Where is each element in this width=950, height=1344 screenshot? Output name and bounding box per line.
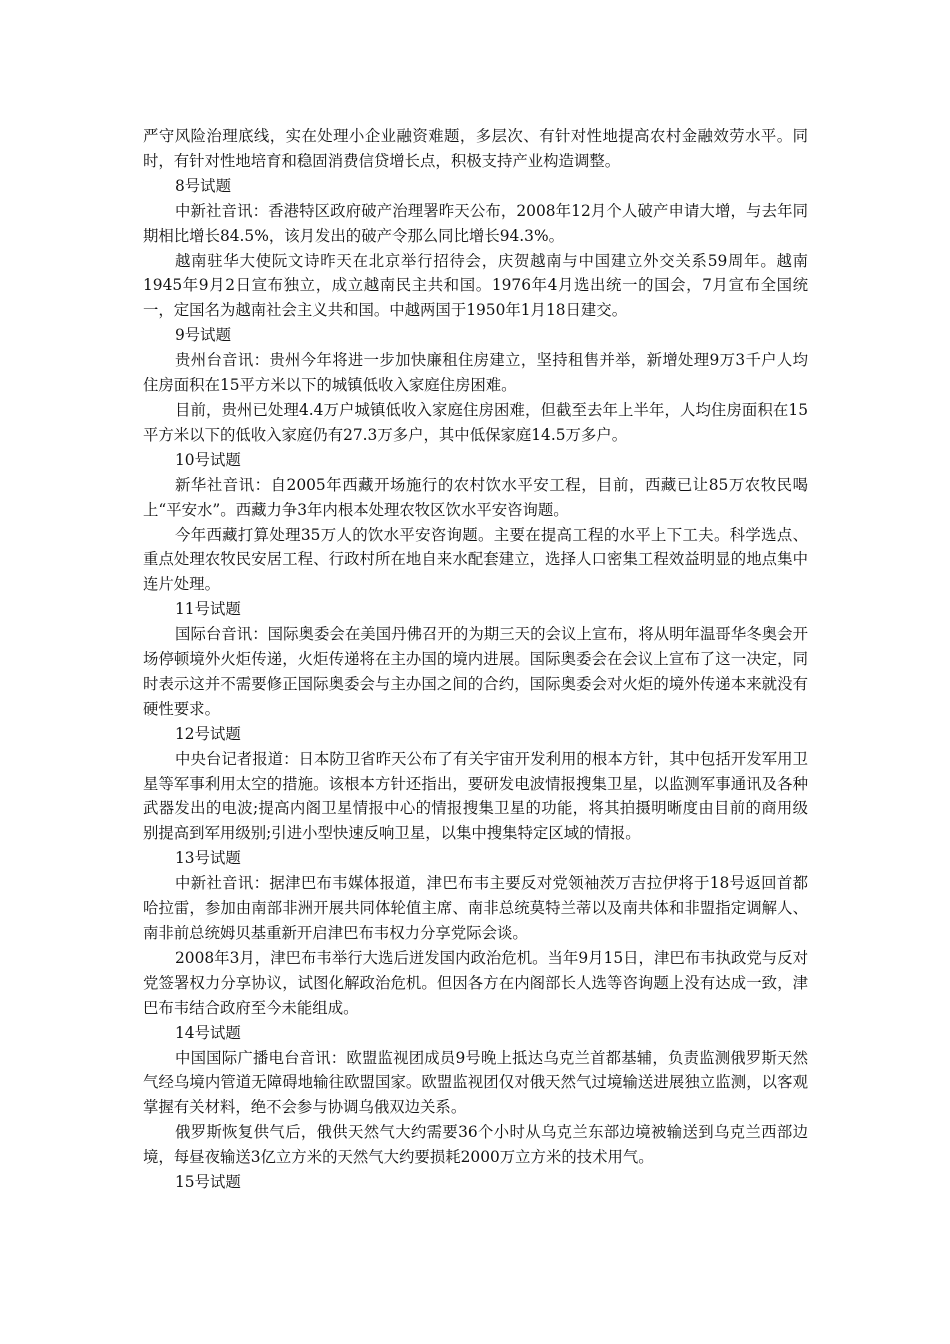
paragraph: 新华社音讯：自2005年西藏开场施行的农村饮水平安工程，目前，西藏已让85万农牧民喝上“平安水”。西藏力争3年内根本处理农牧区饮水平安咨询题。	[143, 475, 808, 519]
paragraph: 越南驻华大使阮文诗昨天在北京举行招待会，庆贺越南与中国建立外交关系59周年。越南1945年9月2日宣布独立，成立越南民主共和国。1976年4月选出统一的国会，7月宣布全国统一，定国名为越南社会主义共和国。中越两国于1950年1月18日建交。	[143, 251, 808, 320]
section-heading-12: 12号试题	[175, 724, 241, 743]
paragraph: 俄罗斯恢复供气后，俄供天然气大约需要36个小时从乌克兰东部边境被输送到乌克兰西部边境，每昼夜输送3亿立方米的天然气大约要损耗2000万立方米的技术用气。	[143, 1123, 808, 1167]
paragraph: 今年西藏打算处理35万人的饮水平安咨询题。主要在提高工程的水平上下工夫。科学选点、重点处理农牧民安居工程、行政村所在地自来水配套建立，选择人口密集工程效益明显的地点集中连片处理。	[143, 525, 808, 594]
section-heading-11: 11号试题	[175, 600, 241, 619]
paragraph: 中新社音讯：香港特区政府破产治理署昨天公布，2008年12月个人破产申请大增，与去年同期相比增长84.5%，该月发出的破产令那么同比增长94.3%。	[143, 201, 808, 245]
paragraph-continued: 严守风险治理底线，实在处理小企业融资难题，多层次、有针对性地提高农村金融效劳水平。同时，有针对性地培育和稳固消费信贷增长点，积极支持产业构造调整。	[143, 127, 808, 170]
section-heading-8: 8号试题	[175, 176, 231, 195]
section-heading-10: 10号试题	[175, 450, 241, 469]
section-heading-15: 15号试题	[175, 1173, 241, 1192]
paragraph: 贵州台音讯：贵州今年将进一步加快廉租住房建立，坚持租售并举，新增处理9万3千户人均住房面积在15平方米以下的城镇低收入家庭住房困难。	[143, 351, 808, 395]
paragraph: 中新社音讯：据津巴布韦媒体报道，津巴布韦主要反对党领袖茨万吉拉伊将于18号返回首都哈拉雷，参加由南部非洲开展共同体轮值主席、南非总统莫特兰蒂以及南共体和非盟指定调解人、南非前总统姆贝基重新开启津巴布韦权力分享党际会谈。	[143, 874, 808, 942]
section-heading-9: 9号试题	[175, 326, 231, 345]
paragraph: 中国国际广播电台音讯：欧盟监视团成员9号晚上抵达乌克兰首都基辅，负责监测俄罗斯天然气经乌境内管道无障碍地输往欧盟国家。欧盟监视团仅对俄天然气过境输送进展独立监测，以客观掌握有关材料，绝不会参与协调乌俄双边关系。	[143, 1048, 808, 1117]
paragraph: 中央台记者报道：日本防卫省昨天公布了有关宇宙开发利用的根本方针，其中包括开发军用卫星等军事利用太空的措施。该根本方针还指出，要研发电波情报搜集卫星，以监测军事通讯及各种武器发出的电波;提高内阁卫星情报中心的情报搜集卫星的功能，将其拍摄明晰度由目前的商用级别提高到军用级别;引进小型快速反响卫星，以集中搜集特定区域的情报。	[143, 749, 808, 843]
section-heading-13: 13号试题	[175, 849, 241, 868]
paragraph: 目前，贵州已处理4.4万户城镇低收入家庭住房困难，但截至去年上半年，人均住房面积在15平方米以下的低收入家庭仍有27.3万多户，其中低保家庭14.5万多户。	[143, 400, 808, 444]
document-page	[143, 124, 808, 1195]
section-heading-14: 14号试题	[175, 1023, 241, 1042]
paragraph: 国际台音讯：国际奥委会在美国丹佛召开的为期三天的会议上宣布，将从明年温哥华冬奥会开场停顿境外火炬传递，火炬传递将在主办国的境内进展。国际奥委会在会议上宣布了这一决定，同时表示这并不需要修正国际奥委会与主办国之间的合约，国际奥委会对火炬的境外传递本来就没有硬性要求。	[143, 625, 808, 718]
paragraph: 2008年3月，津巴布韦举行大选后迸发国内政治危机。当年9月15日，津巴布韦执政党与反对党签署权力分享协议，试图化解政治危机。但因各方在内阁部长人选等咨询题上没有达成一致，津巴布韦结合政府至今未能组成。	[143, 948, 808, 1017]
